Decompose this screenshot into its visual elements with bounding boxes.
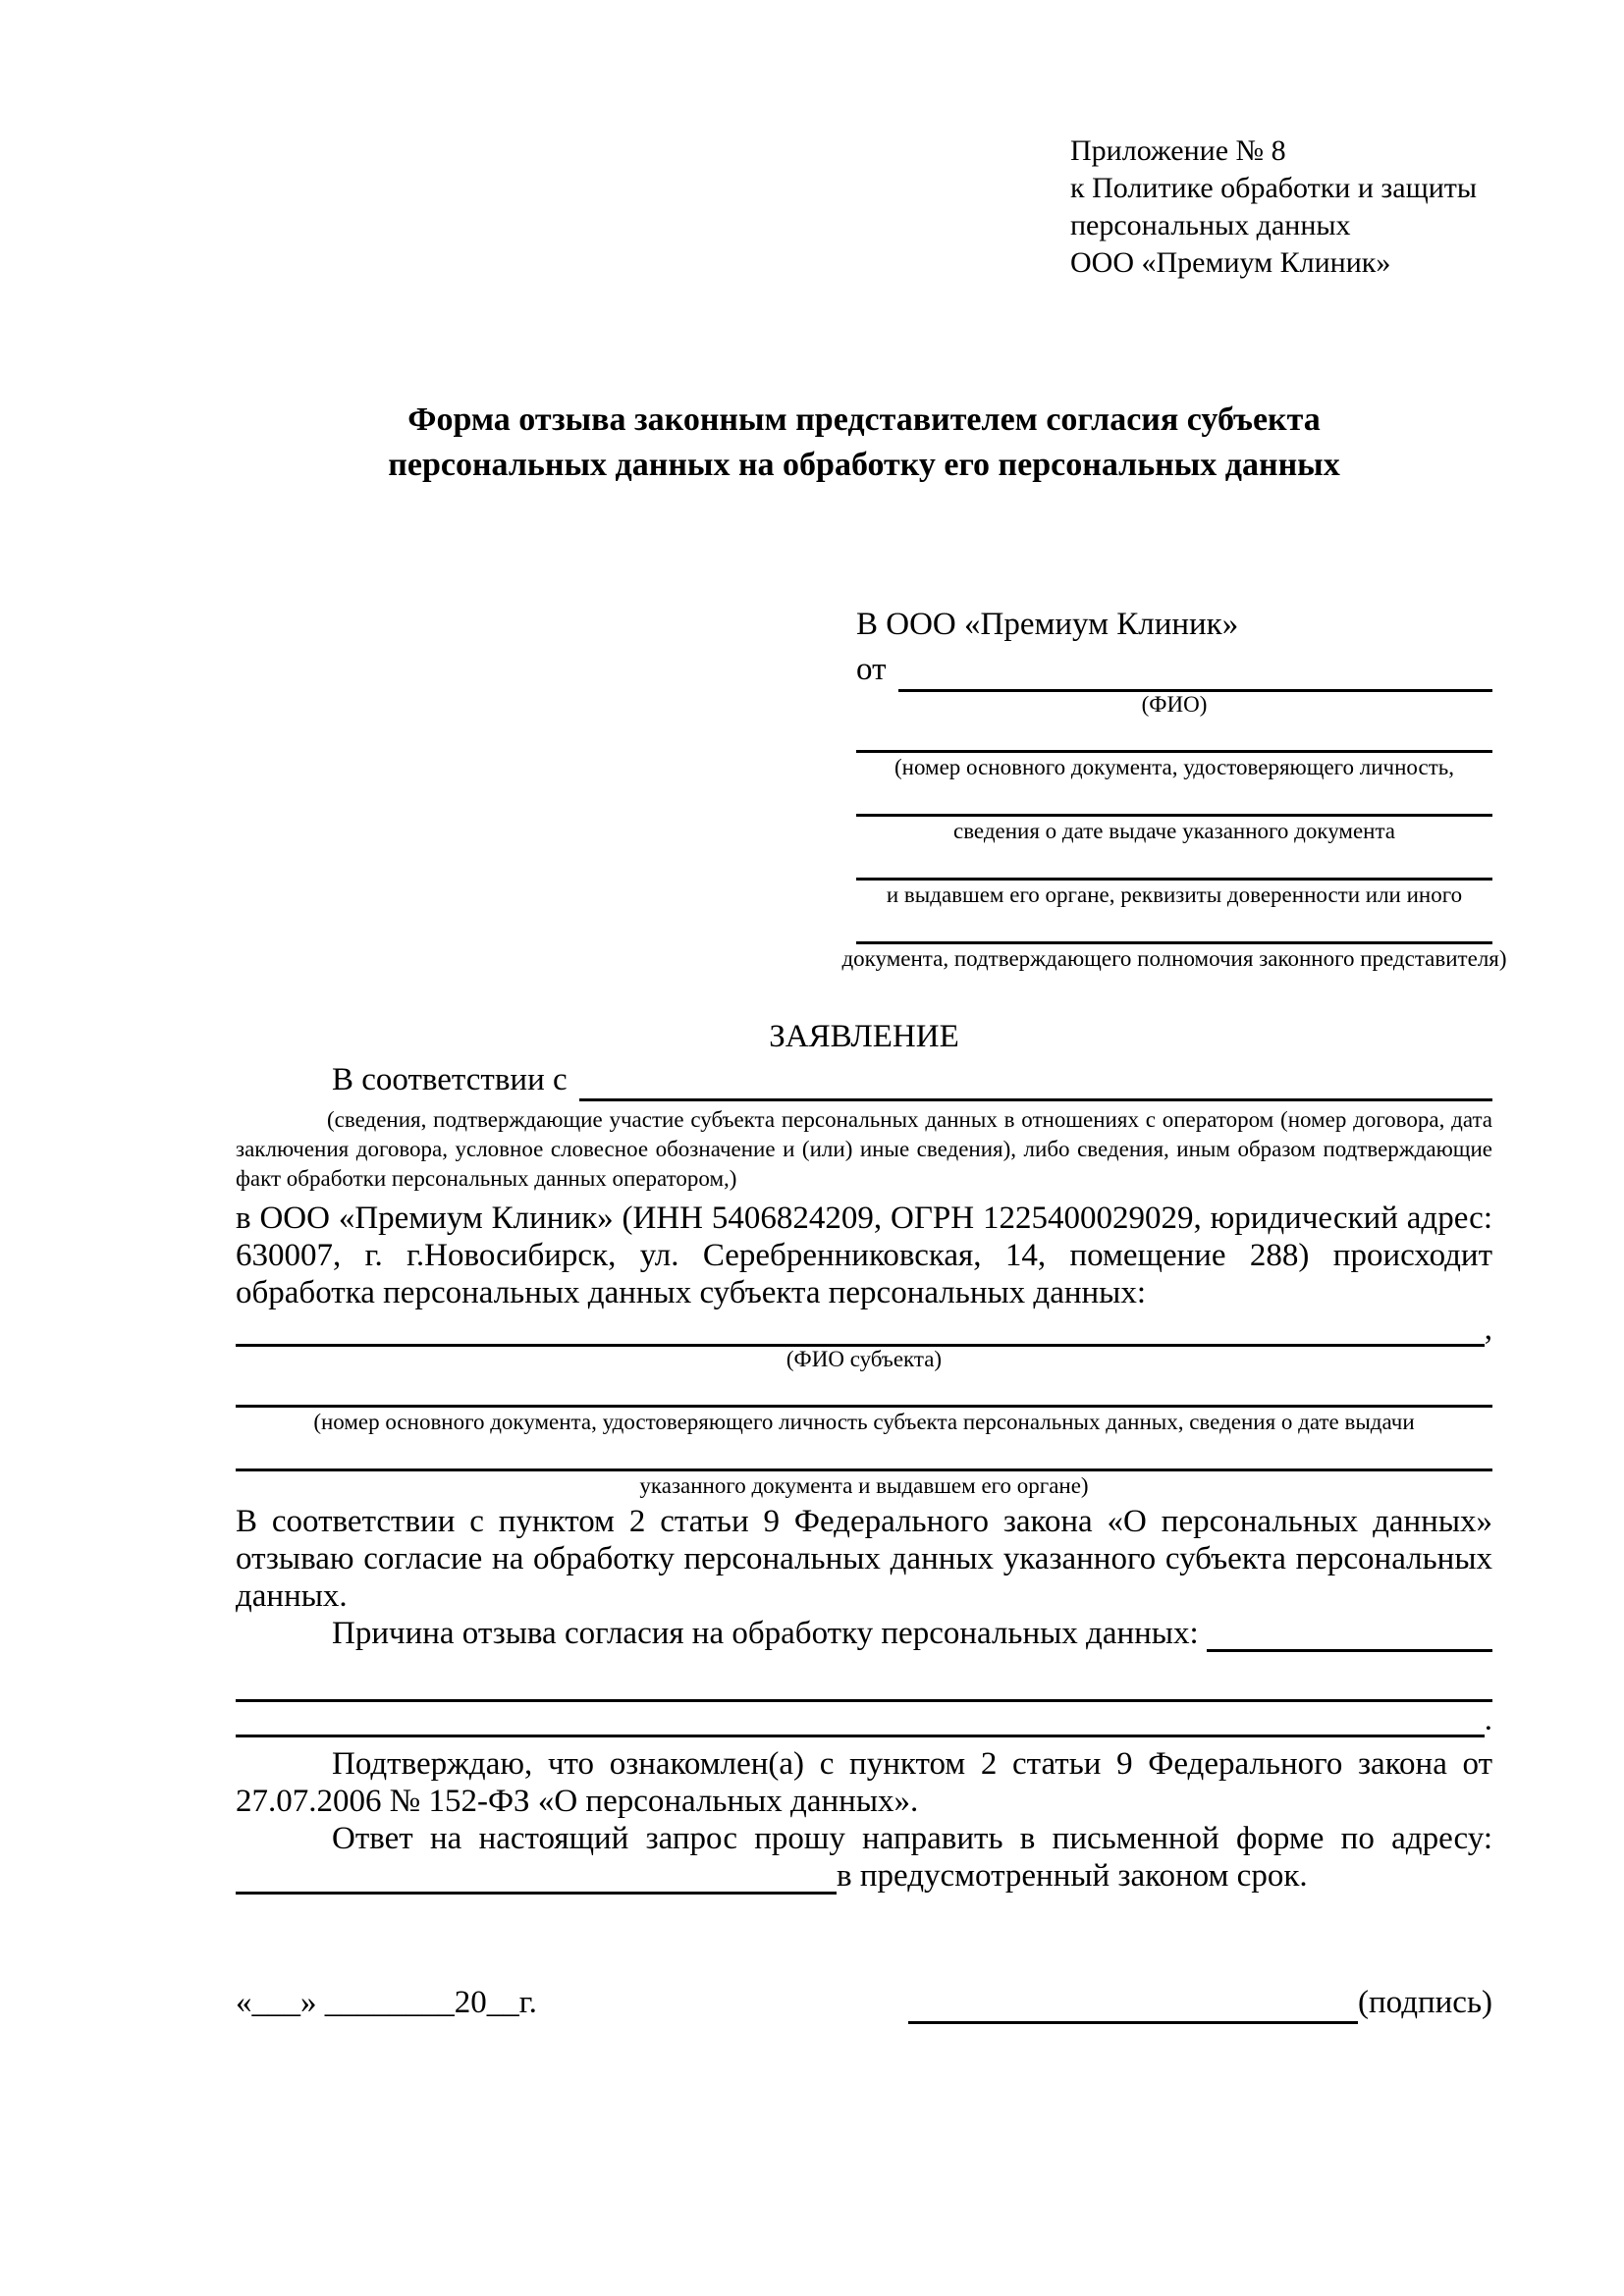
blank-line-consent-basis [579, 1061, 1492, 1101]
blank-line-reason-continued-2 [236, 1702, 1485, 1737]
date-signature-row [236, 1981, 1492, 2024]
appendix-header-line: ООО «Премиум Клиник» [1070, 246, 1391, 279]
subject-document-caption-2: указанного документа и выдавшем его органе) [639, 1473, 1089, 1498]
form-title-line-2: персональных данных на обработку его персональных данных [388, 447, 1340, 483]
addressee-from-label: от [856, 652, 887, 687]
blank-line-representative-document-2 [856, 781, 1492, 817]
representative-document-field [841, 909, 1507, 972]
statement-intro-row [236, 1058, 1492, 1101]
blank-line-subject-document-1 [236, 1372, 1492, 1408]
blank-line-subject-fio [236, 1316, 1485, 1347]
addressee-to: В ООО «Премиум Клиник» [856, 607, 1239, 642]
blank-line-subject-document-2 [236, 1436, 1492, 1471]
subject-fio-caption: (ФИО субъекта) [785, 1347, 943, 1371]
subject-document-field [236, 1372, 1492, 1435]
addressee-from-row [856, 647, 1492, 692]
subject-fio-suffix: , [1484, 1311, 1492, 1347]
representative-document-caption-4: документа, подтверждающего полномочия законного представителя) [841, 946, 1507, 971]
response-address-row [236, 1857, 1492, 1895]
subject-document-caption-1: (номер основного документа, удостоверяющего личность субъекта персональных данных, сведения о дате выдачи [313, 1410, 1415, 1434]
reason-row [236, 1615, 1492, 1652]
confirmation-paragraph: Подтверждаю, что ознакомлен(а) с пунктом 2 статьи 9 Федерального закона от 27.07.2006 № 152-ФЗ «О персональных данных». [236, 1746, 1492, 1819]
form-title [236, 398, 1492, 488]
response-address-prefix: Ответ на настоящий запрос прошу направить в письменной форме по адресу: [332, 1821, 1492, 1856]
withdrawal-paragraph: В соответствии с пунктом 2 статьи 9 Федерального закона «О персональных данных» отзываю согласие на обработку персональных данных указанного субъекта персональных данных. [236, 1504, 1492, 1614]
blank-line-representative-document-3 [856, 845, 1492, 881]
blank-line-reason-continued-1 [236, 1670, 1492, 1702]
blank-line-reason-start [1207, 1620, 1492, 1652]
appendix-header-line: персональных данных [1070, 209, 1351, 241]
fio-caption: (ФИО) [1141, 692, 1208, 717]
appendix-header [1070, 133, 1492, 282]
blank-line-representative-document-1 [856, 718, 1492, 753]
representative-document-field [856, 781, 1492, 844]
blank-line-response-address [236, 1862, 837, 1895]
appendix-header-line: Приложение № 8 [1070, 134, 1286, 167]
addressee-block [841, 602, 1507, 972]
blank-line-representative-document-4 [856, 909, 1492, 944]
representative-document-caption-2: сведения о дате выдаче указанного документа [952, 819, 1396, 843]
statement-heading: ЗАЯВЛЕНИЕ [769, 1019, 959, 1054]
date-blank: «___» ________20__г. [236, 1985, 537, 2020]
reason-line-suffix: . [1484, 1702, 1492, 1737]
subject-document-field [236, 1436, 1492, 1499]
signature-caption: (подпись) [1358, 1985, 1492, 2020]
representative-document-field [856, 845, 1492, 908]
appendix-header-line: к Политике обработки и защиты [1070, 172, 1478, 204]
blank-line-representative-fio [898, 652, 1493, 692]
subject-fio-row [236, 1311, 1492, 1347]
response-address-suffix: в предусмотренный законом срок. [837, 1858, 1308, 1894]
representative-document-caption-3: и выдавшем его органе, реквизиты доверенности или иного [886, 882, 1463, 907]
reason-prefix: Причина отзыва согласия на обработку персональных данных: [332, 1616, 1199, 1651]
representative-document-caption-1: (номер основного документа, удостоверяющего личность, [893, 755, 1454, 779]
statement-intro-prefix: В соответствии с [332, 1062, 568, 1097]
blank-line-signature [908, 1992, 1358, 2024]
reason-continued-row [236, 1702, 1492, 1737]
form-title-line-1: Форма отзыва законным представителем согласия субъекта [407, 401, 1321, 438]
statement-intro-note: (сведения, подтверждающие участие субъекта персональных данных в отношениях с оператором (номер договора, дата заключения договора, условное словесное обозначение и (или) иные сведения), либо сведения, иным образом подтверждающие факт обработки персональных данных оператором,) [236, 1107, 1492, 1191]
signature-field [908, 1981, 1492, 2024]
representative-document-field [856, 718, 1492, 780]
operator-paragraph: в ООО «Премиум Клиник» (ИНН 5406824209, ОГРН 1225400029029, юридический адрес: 630007, г. г.Новосибирск, ул. Серебренниковская, 14, помещение 288) происходит обработка персональных данных субъекта персональных данных: [236, 1201, 1492, 1310]
